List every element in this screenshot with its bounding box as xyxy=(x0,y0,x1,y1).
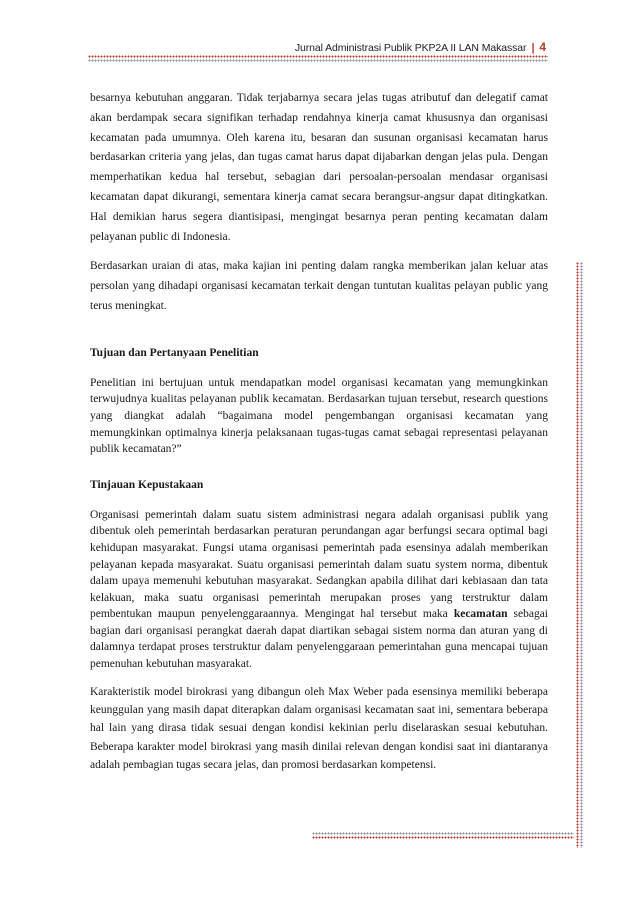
header-dotted-rule-red xyxy=(88,55,548,58)
journal-title: Jurnal Administrasi Publik PKP2A II LAN Makassar xyxy=(294,42,527,54)
literature-text-start: Organisasi pemerintah dalam suatu sistem administrasi negara adalah organisasi publik yang dibentuk oleh pemerintah berdasarkan peraturan perundangan agar berfungsi secara optimal bagi kehidupan masyarakat. Fungsi utama organisasi pemerintah pada esensinya adalah memberikan pelayanan kepada masyarakat. Suatu organisasi pemerintah dalam suatu system norma, dibentuk dalam upaya memenuhi kebutuhan masyarakat. Sedangkan apabila dilihat dari kebiasaan dan tata kelakuan, maka suatu organisasi pemerintah merupakan proses yang terstruktur dalam pembentukan maupun penyelenggaraannya. Mengingat hal tersebut maka xyxy=(90,508,548,621)
section-heading-objectives: Tujuan dan Pertanyaan Penelitian xyxy=(90,346,259,359)
body-text xyxy=(90,89,548,775)
footer-dotted-rule-red xyxy=(312,836,574,839)
paragraph-literature xyxy=(90,507,548,673)
side-dotted-rule-gray xyxy=(580,262,583,848)
literature-bold-term: kecamatan xyxy=(453,608,508,621)
running-header xyxy=(295,40,546,54)
literature-text-end: sebagai bagian dari organisasi perangkat daerah dapat diartikan sebagai sistem norma dan aturan yang di dalamnya terdapat proses terstruktur dalam penyelenggaraan pemerintahan guna mencapai tujuan pemenuhan kebutuhan masyarakat. xyxy=(90,608,549,671)
header-dotted-rule-gray xyxy=(88,59,548,62)
paragraph-weber-bureaucracy: Karakteristik model birokrasi yang dibangun oleh Max Weber pada esensinya memiliki beberapa keunggulan yang masih dapat diterapkan dalam organisasi kecamatan saat ini, sementara beberapa hal lain yang dirasa tidak sesuai dengan kondisi kekinian perlu diselaraskan sesuai kebutuhan. Beberapa karakter model birokrasi yang masih dinilai relevan dengan kondisi saat ini diantaranya adalah pembagian tugas secara jelas, dan promosi berdasarkan kompetensi. xyxy=(90,685,548,772)
paragraph-rationale: Berdasarkan uraian di atas, maka kajian ini penting dalam rangka memberikan jalan keluar atas persolan yang dihadapi organisasi kecamatan terkait dengan tuntutan kualitas pelayan public yang terus meningkat. xyxy=(90,260,548,312)
header-separator: | xyxy=(531,42,535,54)
paragraph-intro-continued: besarnya kebutuhan anggaran. Tidak terjabarnya secara jelas tugas atributuf dan delegatif camat akan berdampak secara signifikan terhadap rendahnya kinerja camat khususnya dan organisasi kecamatan pada umumnya. Oleh karena itu, besaran dan susunan organisasi kecamatan harus berdasarkan criteria yang jelas, dan tugas camat harus dapat dijabarkan dengan jelas pula. Dengan memperhatikan kedua hal tersebut, sebagian dari persoalan-persoalan mendasar organisasi kecamatan dapat dikurangi, sementara kinerja camat secara berangsur-angsur dapat ditingkatkan. Hal demikian harus segera diantisipasi, mengingat besarnya peran penting kecamatan dalam pelayanan public di Indonesia. xyxy=(90,92,548,243)
paragraph-objectives: Penelitian ini bertujuan untuk mendapatkan model organisasi kecamatan yang memungkinkan terwujudnya kualitas pelayanan publik kecamatan. Berdasarkan tujuan tersebut, research questions yang diangkat adalah “bagaimana model pengembangan organisasi kecamatan yang memungkinkan optimalnya kinerja pelaksanaan tugas-tugas camat sebagai representasi pelayanan publik kecamatan?” xyxy=(90,376,548,456)
page-number: 4 xyxy=(539,40,546,54)
footer-dotted-rule-gray xyxy=(312,832,574,835)
section-heading-literature: Tinjauan Kepustakaan xyxy=(90,478,204,491)
side-dotted-rule-red xyxy=(576,262,579,848)
